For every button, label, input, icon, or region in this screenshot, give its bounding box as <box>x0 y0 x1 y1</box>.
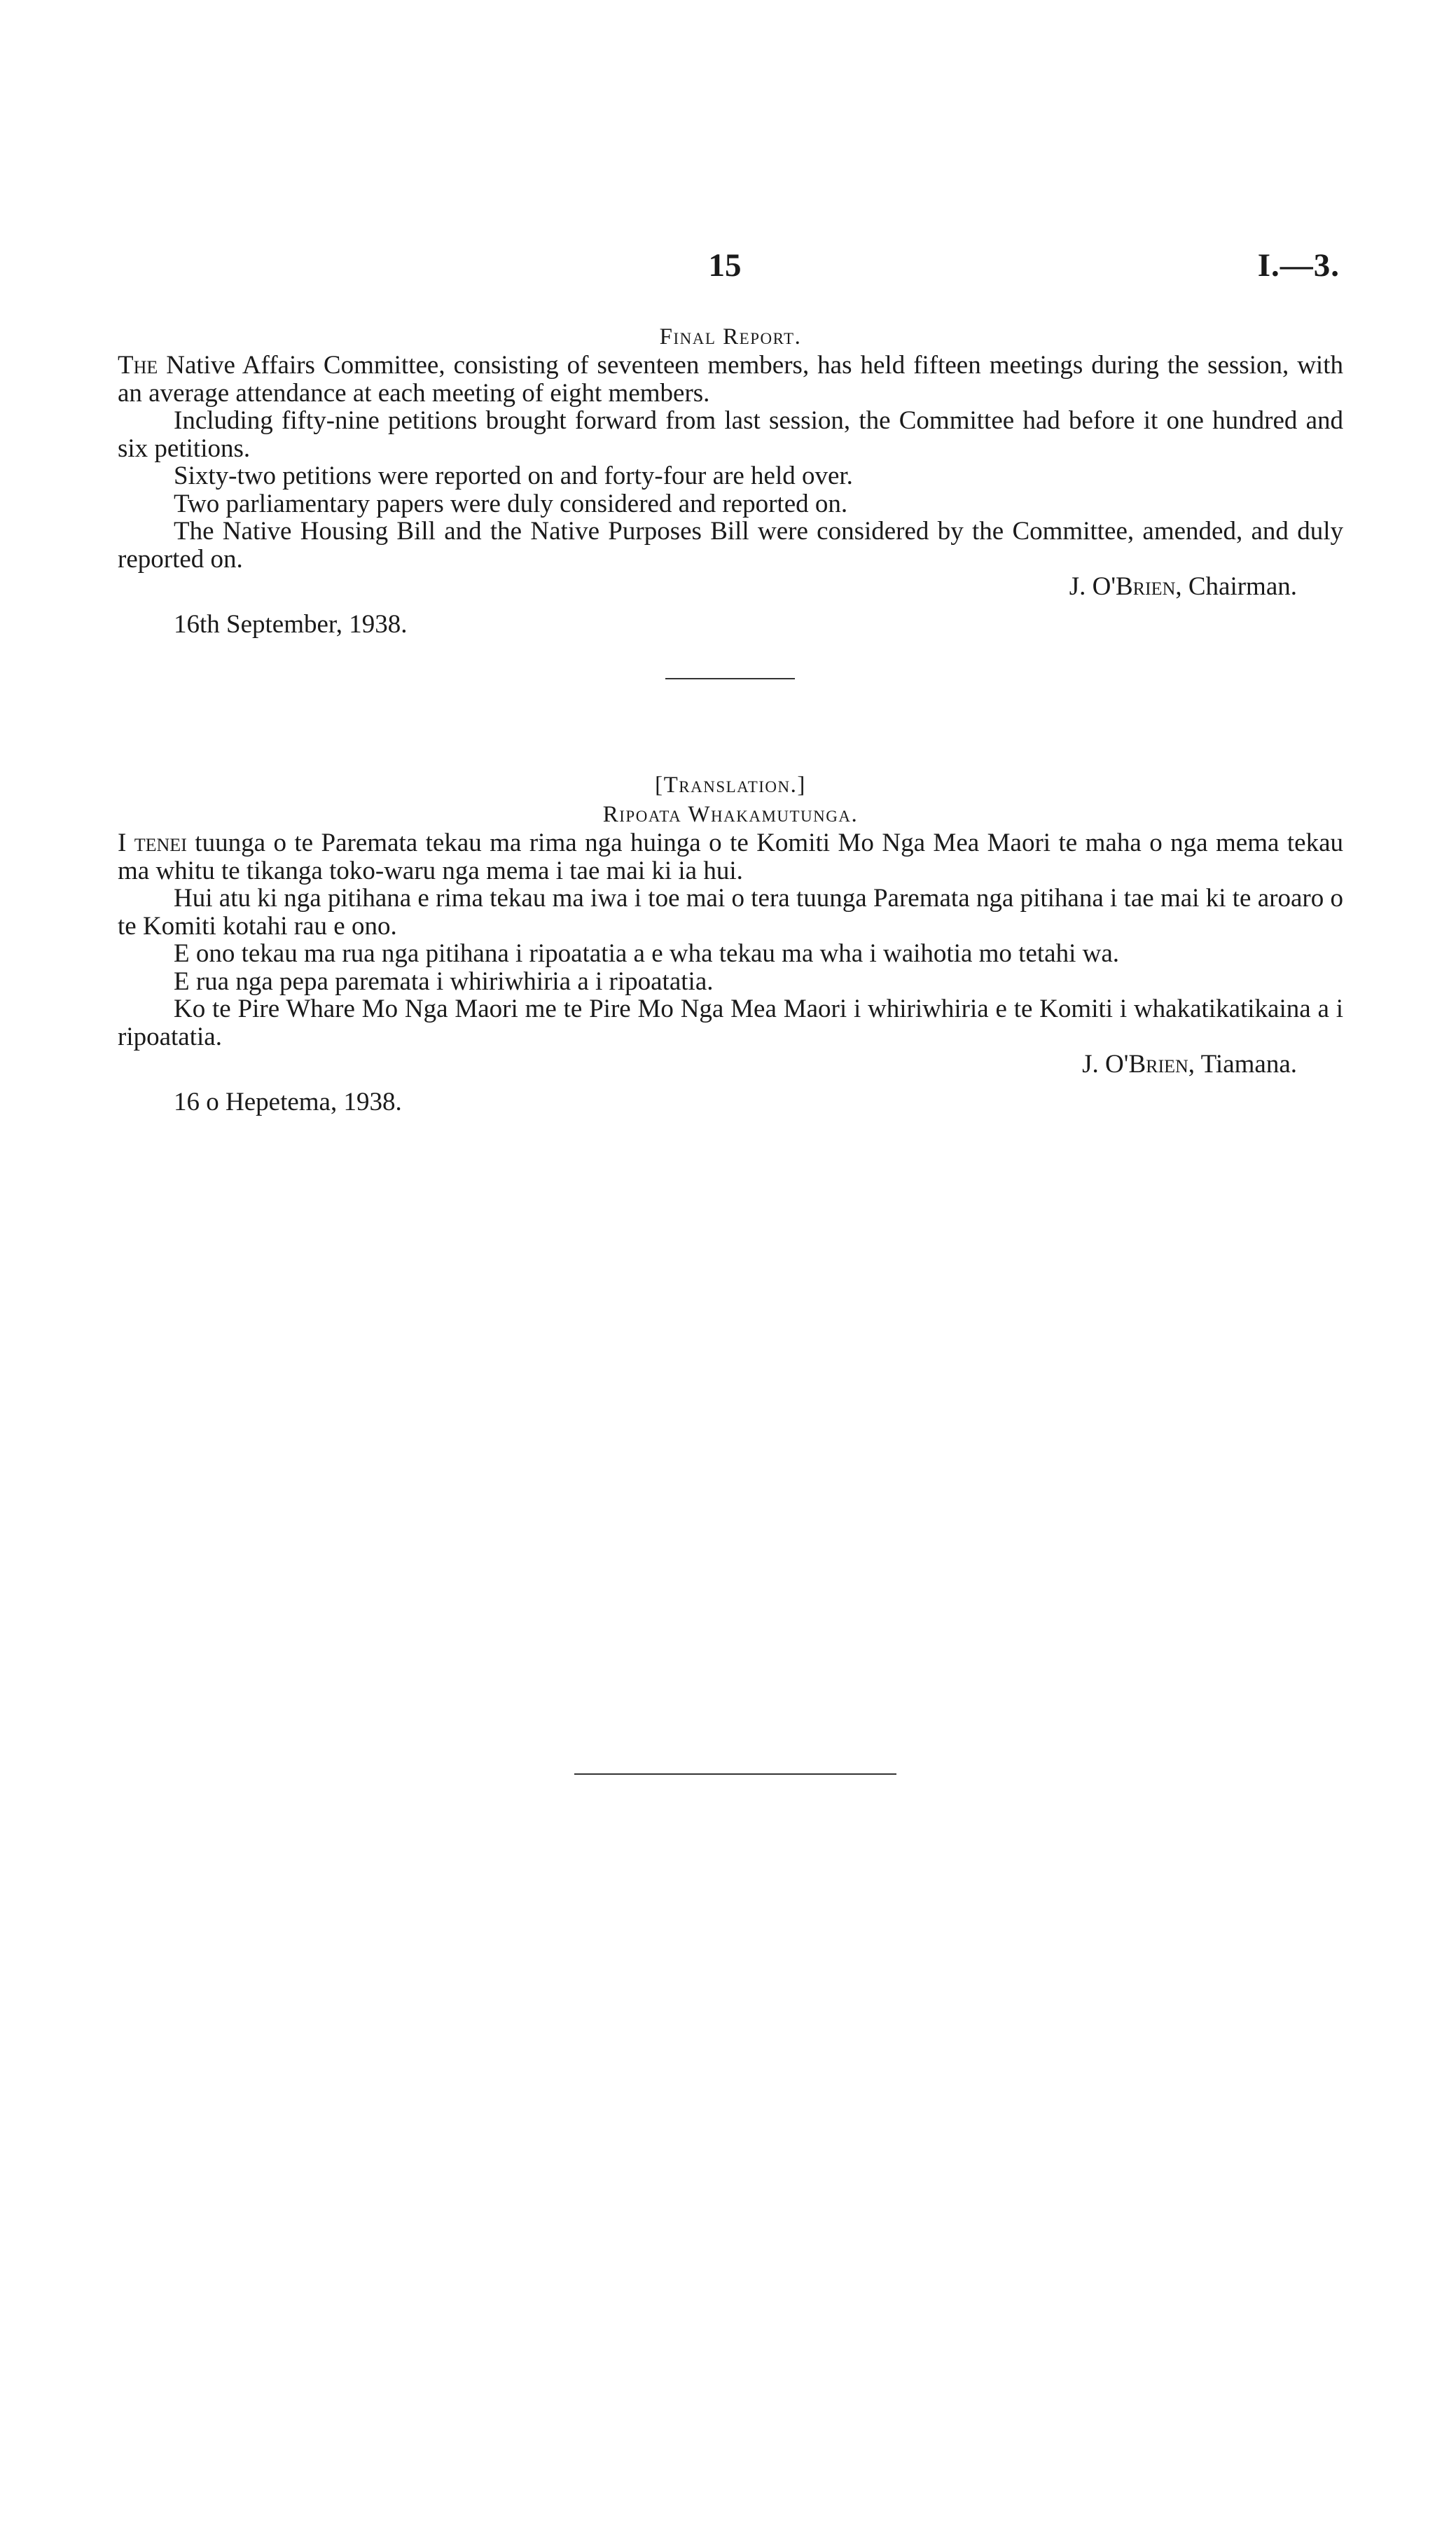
paragraph-text: Native Affairs Committee, consisting of seventeen members, has held fifteen meetings during the session, with an average attendance at each meeting of eight members. <box>118 351 1343 408</box>
paragraph-lead: The <box>118 351 158 380</box>
page-number: 15 <box>708 247 742 284</box>
final-report-paragraph <box>118 352 1343 407</box>
paper-reference: I.—3. <box>1257 247 1340 284</box>
translation-date: 16 o Hepetema, 1938. <box>174 1088 402 1116</box>
signatory-title: , Chairman. <box>1175 572 1297 601</box>
translation-section <box>118 770 1343 1116</box>
translation-paragraph: Ko te Pire Whare Mo Nga Maori me te Pire Mo Nga Mea Maori i whiriwhiria e te Komiti i whakatikatikaina a i ripoatatia. <box>118 995 1343 1051</box>
section-divider <box>665 678 795 679</box>
final-report-paragraph: Two parliamentary papers were duly considered and reported on. <box>174 489 848 518</box>
signatory-title: , Tiamana. <box>1188 1050 1297 1079</box>
translation-paragraph: E ono tekau ma rua nga pitihana i ripoatatia a e wha tekau ma wha i waihotia mo tetahi wa. <box>174 939 1120 968</box>
final-report-paragraph: Including fifty-nine petitions brought forward from last session, the Committee had before it one hundred and six petitions. <box>118 406 1343 463</box>
translation-label: [Translation.] <box>655 773 806 798</box>
final-report-heading: Final Report. <box>659 324 802 349</box>
signatory-name: J. O'Brien <box>1082 1050 1188 1079</box>
translation-paragraph <box>118 829 1343 885</box>
final-report-paragraph: The Native Housing Bill and the Native Purposes Bill were considered by the Committee, amended, and duly reported on. <box>118 517 1343 574</box>
end-rule <box>574 1773 896 1775</box>
paragraph-text: tuunga o te Paremata tekau ma rima nga huinga o te Komiti Mo Nga Mea Maori te maha o nga mema tekau ma whitu te tikanga toko-waru nga mema i tae mai ki ia hui. <box>118 829 1343 885</box>
paragraph-lead: I tenei <box>118 829 187 857</box>
translation-heading: Ripoata Whakamutunga. <box>602 802 859 827</box>
translation-paragraph: E rua nga pepa paremata i whiriwhiria a i ripoatatia. <box>174 967 714 996</box>
translation-signature <box>118 1051 1343 1079</box>
final-report-date: 16th September, 1938. <box>174 610 408 639</box>
final-report-signature <box>118 573 1343 601</box>
signatory-name: J. O'Brien <box>1069 572 1176 601</box>
final-report-section <box>118 322 1343 639</box>
translation-paragraph: Hui atu ki nga pitihana e rima tekau ma iwa i toe mai o tera tuunga Paremata nga pitihana i tae mai ki te aroaro o te Komiti kotahi rau e ono. <box>118 884 1343 941</box>
final-report-paragraph: Sixty-two petitions were reported on and forty-four are held over. <box>174 462 853 490</box>
